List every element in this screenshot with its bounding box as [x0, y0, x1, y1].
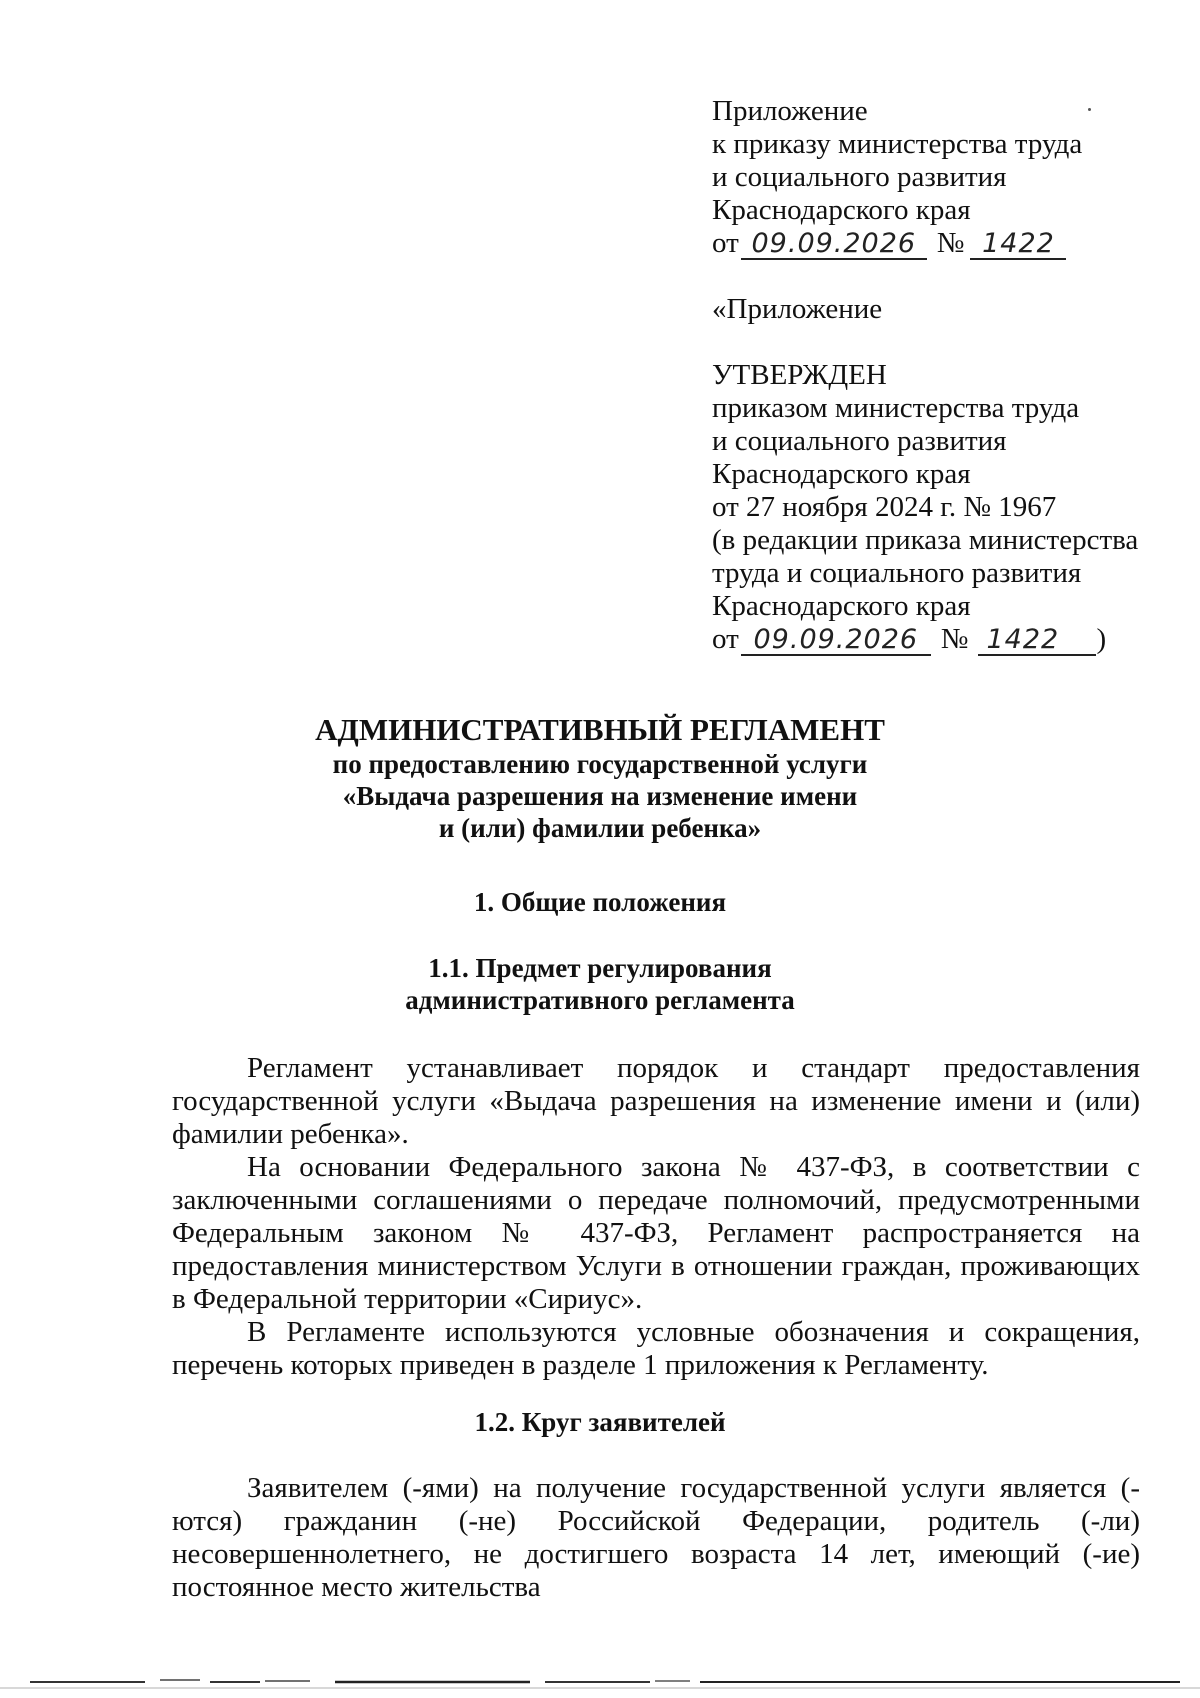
number-sign: № [940, 623, 969, 655]
title-line-4: и (или) фамилии ребенка» [438, 813, 762, 843]
section-heading-1-1-line-1: 1.1. Предмет регулирования [428, 953, 772, 983]
spacer [712, 326, 1172, 359]
handwritten-date: 09.09.2026 [741, 626, 931, 656]
section-1-1-body [172, 1052, 1140, 1382]
spacer [712, 260, 1172, 293]
handwritten-date: 09.09.2026 [741, 230, 927, 260]
header-block [712, 95, 1172, 656]
section-heading-1-2: 1.2. Круг заявителей [474, 1407, 726, 1437]
approval-line-3: Краснодарского края [712, 458, 971, 490]
title-line-1: АДМИНИСТРАТИВНЫЙ РЕГЛАМЕНТ [315, 712, 885, 747]
approval-line-4: от 27 ноября 2024 г. № 1967 [712, 491, 1057, 523]
section-heading-1-1 [150, 952, 1050, 1016]
from-label: от [712, 227, 739, 259]
paragraph: Регламент устанавливает порядок и стандарт предоставления государственной услуги «Выдача разрешения на изменение имени и (или) фамилии ребенка». [172, 1052, 1140, 1150]
order-ref-line-3: Краснодарского края [712, 194, 971, 226]
document-title [150, 712, 1050, 844]
scan-artifact-lines [0, 1672, 1200, 1692]
approval-line-5: (в редакции приказа министерства [712, 524, 1139, 556]
handwritten-number: 1422 [970, 230, 1066, 260]
approval-line-7: Краснодарского края [712, 590, 971, 622]
approved-label: УТВЕРЖДЕН [712, 359, 887, 391]
paragraph: На основании Федерального закона № 437-ФЗ, в соответствии с заключенными соглашениями о передаче полномочий, предусмотренными Федеральным законом № 437-ФЗ, Регламент распространяется на предоставления министерством Услуги в отношении граждан, проживающих в Федеральной территории «Сириус». [172, 1151, 1140, 1315]
section-1-2-body [172, 1472, 1140, 1604]
section-heading-1-1-line-2: административного регламента [405, 985, 795, 1015]
closing-parenthesis: ) [1096, 623, 1107, 655]
approval-line-2: и социального развития [712, 425, 1007, 457]
approval-line-1: приказом министерства труда [712, 392, 1080, 424]
inner-appendix-label: «Приложение [712, 293, 883, 325]
number-sign: № [936, 227, 965, 259]
order-date-line [712, 227, 1172, 260]
appendix-label: Приложение [712, 95, 868, 127]
from-label: от [712, 623, 739, 655]
title-line-2: по предоставлению государственной услуги [332, 749, 868, 779]
order-ref-line-2: и социального развития [712, 161, 1007, 193]
order-ref-line-1: к приказу министерства труда [712, 128, 1083, 160]
section-heading-1: 1. Общие положения [473, 887, 727, 917]
title-line-3: «Выдача разрешения на изменение имени [342, 781, 858, 811]
approval-date-line [712, 623, 1172, 656]
paragraph: Заявителем (-ями) на получение государственной услуги является (-ются) гражданин (-не) Российской Федерации, родитель (-ли) несовершеннолетнего, не достигшего возраста 14 лет, имеющий (-ие) постоянное место жительства [172, 1472, 1140, 1603]
handwritten-number: 1422 [978, 626, 1096, 656]
approval-line-6: труда и социального развития [712, 557, 1082, 589]
paragraph: В Регламенте используются условные обозначения и сокращения, перечень которых приведен в разделе 1 приложения к Регламенту. [172, 1316, 1140, 1381]
